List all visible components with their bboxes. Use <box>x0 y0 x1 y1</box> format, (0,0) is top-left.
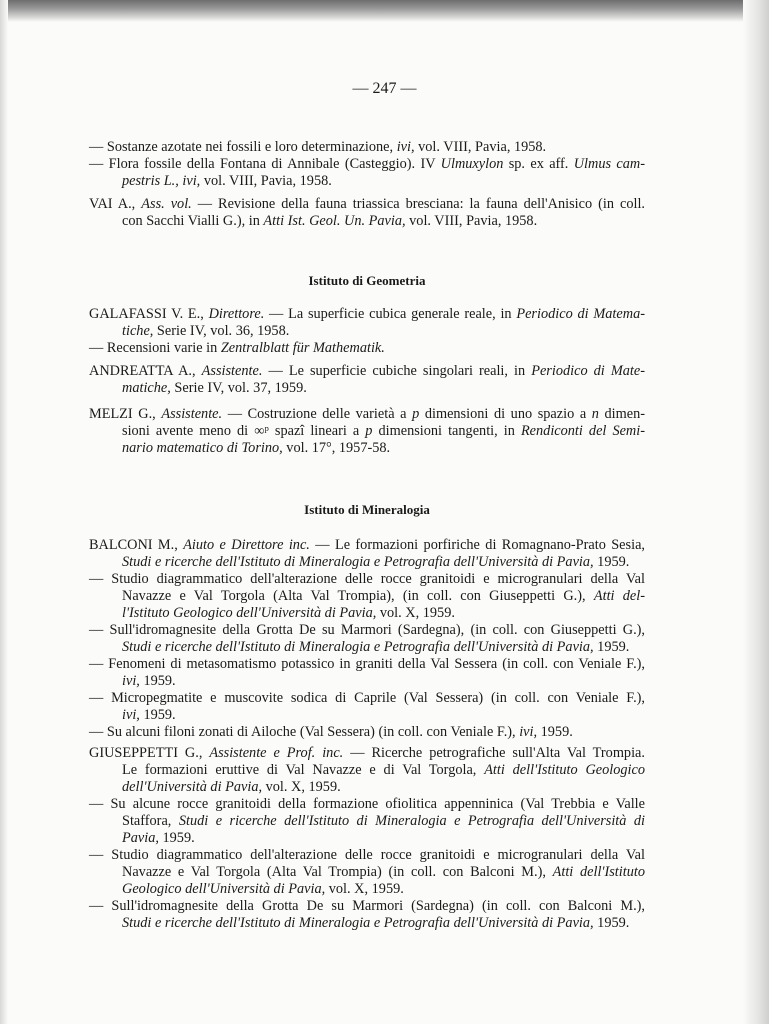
text: vol. VIII, Pavia, 1958. <box>414 139 547 155</box>
bibliography-continuation-line <box>122 440 390 456</box>
italic-text: Aiuto e Direttore inc. <box>183 537 310 553</box>
italic-text: Atti del- <box>593 588 645 604</box>
bibliography-entry-line <box>89 898 645 914</box>
text: VAI A., <box>89 196 142 212</box>
italic-text: n <box>591 406 599 422</box>
text: vol. 17°, 1957-58. <box>282 440 391 456</box>
bibliography-continuation-line <box>122 380 307 396</box>
text: Le formazioni eruttive di Val Navazze e di Val Torgola, <box>122 762 485 778</box>
bibliography-entry-line <box>89 406 645 422</box>
text: vol. X, 1959. <box>376 605 455 621</box>
section-heading: Istituto di Mineralogia <box>304 502 430 517</box>
italic-text: tiche, <box>122 323 154 339</box>
bibliography-entry-line <box>89 622 645 638</box>
text: 1959. <box>537 724 573 740</box>
bibliography-entry-line <box>89 571 645 587</box>
bibliography-entry-line <box>89 656 645 672</box>
italic-text: p <box>365 423 373 439</box>
bibliography-continuation-line <box>122 881 404 897</box>
text: 1959. <box>593 915 630 931</box>
text: dimensioni di uno spazio a <box>419 406 592 422</box>
text: Staffora, <box>122 813 179 829</box>
text: 1959. <box>139 673 176 689</box>
bibliography-entry-line <box>89 537 645 553</box>
text: GIUSEPPETTI G., <box>89 745 210 761</box>
text: — La superficie cubica generale reale, in <box>264 306 517 322</box>
italic-text: ivi, <box>122 673 140 689</box>
italic-text: Atti dell'Istituto <box>552 864 645 880</box>
bibliography-continuation-line <box>122 605 455 621</box>
bibliography-entry-line <box>89 363 645 379</box>
scan-edge-right <box>743 0 769 1024</box>
italic-text: Studi e ricerche dell'Istituto di Mineralogia e Petrografia dell'Università di Pavia, <box>122 554 594 570</box>
text: MELZI G., <box>89 406 162 422</box>
italic-text: Pavia, <box>122 830 159 846</box>
section-heading: Istituto di Geometria <box>308 273 426 288</box>
italic-text: pestris L., ivi, <box>122 173 201 189</box>
bibliography-entry-line <box>89 340 385 356</box>
bibliography-entry-line <box>89 724 573 740</box>
bibliography-continuation-line <box>122 830 195 846</box>
italic-text: ivi, <box>122 707 140 723</box>
text: 1959. <box>593 639 630 655</box>
text: sp. ex aff. <box>503 156 574 172</box>
text: con Sacchi Vialli G.), in <box>122 213 264 229</box>
italic-text: matiche, <box>122 380 171 396</box>
italic-text: Assistente. <box>161 406 223 422</box>
text: — Sull'idromagnesite della Grotta De su Marmori (Sardegna), (in coll. con Giuseppetti G.), <box>89 622 645 638</box>
bibliography-continuation-line <box>122 707 176 723</box>
text: — Sull'idromagnesite della Grotta De su Marmori (Sardegna) (in coll. con Balconi M.), <box>89 898 645 914</box>
italic-text: l'Istituto Geologico dell'Università di Pavia, <box>122 605 377 621</box>
text: GALAFASSI V. E., <box>89 306 209 322</box>
bibliography-continuation-line <box>122 639 629 655</box>
text: — Su alcuni filoni zonati di Ailoche (Val Sessera) (in coll. con Veniale F.), <box>89 724 520 740</box>
italic-text: nario matematico di Torino, <box>122 440 283 456</box>
bibliography-continuation-line <box>122 779 341 795</box>
text: — Flora fossile della Fontana di Annibale (Casteggio). IV <box>89 156 441 172</box>
text: ANDREATTA A., <box>89 363 202 379</box>
text: vol. VIII, Pavia, 1958. <box>200 173 332 189</box>
bibliography-continuation-line <box>122 323 289 339</box>
bibliography-entry-line <box>89 196 645 212</box>
italic-text: Ulmuxylon <box>440 156 504 172</box>
italic-text: Periodico di Matema- <box>516 306 645 322</box>
text: — Su alcune rocce granitoidi della formazione ofiolitica appenninica (Val Trebbia e Valle <box>89 796 645 812</box>
scan-shadow-top <box>0 0 769 22</box>
text: — Revisione della fauna triassica bresciana: la fauna dell'Anisico (in coll. <box>191 196 645 212</box>
text: dimen- <box>598 406 646 422</box>
bibliography-entry-line <box>89 745 645 761</box>
text: dimensioni tangenti, in <box>372 423 521 439</box>
bibliography-entry-line <box>89 139 546 155</box>
bibliography-continuation-line <box>122 423 645 439</box>
italic-text: p <box>412 406 420 422</box>
text: — Le superficie cubiche singolari reali, in <box>262 363 532 379</box>
text: — Costruzione delle varietà a <box>222 406 413 422</box>
text: 1959. <box>139 707 176 723</box>
text: — Studio diagrammatico dell'alterazione delle rocce granitoidi e microgranulari della Val <box>89 571 645 587</box>
bibliography-entry-line <box>89 847 645 863</box>
bibliography-continuation-line <box>122 588 645 604</box>
italic-text: ivi, <box>519 724 538 740</box>
bibliography-continuation-line <box>122 864 645 880</box>
italic-text: Atti Ist. Geol. Un. Pavia, <box>263 213 406 229</box>
text: Navazze e Val Torgola (Alta Val Trompia), (in coll. con Giuseppetti G.), <box>122 588 594 604</box>
bibliography-continuation-line <box>122 673 176 689</box>
text: vol. X, 1959. <box>262 779 341 795</box>
italic-text: Assistente e Prof. inc. <box>209 745 344 761</box>
text: — Micropegmatite e muscovite sodica di Caprile (Val Sessera) (in coll. con Veniale F.), <box>89 690 645 706</box>
bibliography-continuation-line <box>122 213 537 229</box>
italic-text: Rendiconti del Semi- <box>520 423 645 439</box>
text: vol. X, 1959. <box>325 881 404 897</box>
italic-text: Studi e ricerche dell'Istituto di Mineralogia e Petrografia dell'Università di <box>178 813 645 829</box>
text: Navazze e Val Torgola (Alta Val Trompia) (in coll. con Balconi M.), <box>122 864 553 880</box>
bibliography-entry-line <box>89 306 645 322</box>
bibliography-entry-line <box>89 796 645 812</box>
italic-text: Geologico dell'Università di Pavia, <box>122 881 326 897</box>
bibliography-continuation-line <box>122 173 332 189</box>
italic-text: Direttore. <box>208 306 265 322</box>
text: Serie IV, vol. 36, 1958. <box>153 323 290 339</box>
text: — Studio diagrammatico dell'alterazione delle rocce granitoidi e microgranulari della Val <box>89 847 645 863</box>
italic-text: Ass. vol. <box>141 196 192 212</box>
italic-text: Ulmus cam- <box>573 156 645 172</box>
text: Serie IV, vol. 37, 1959. <box>170 380 307 396</box>
text: vol. VIII, Pavia, 1958. <box>405 213 538 229</box>
italic-text: Zentralblatt für Mathematik. <box>220 340 385 356</box>
text: — Sostanze azotate nei fossili e loro determinazione, <box>89 139 397 155</box>
bibliography-continuation-line <box>122 554 629 570</box>
page-number: — 247 — <box>352 80 417 97</box>
text: 1959. <box>593 554 630 570</box>
text: 1959. <box>158 830 195 846</box>
italic-text: Periodico di Mate- <box>531 363 645 379</box>
bibliography-continuation-line <box>122 915 629 931</box>
text: BALCONI M., <box>89 537 184 553</box>
text: sioni avente meno di ∞ᵖ spazî lineari a <box>122 423 366 439</box>
italic-text: Atti dell'Istituto Geologico <box>484 762 645 778</box>
italic-text: Studi e ricerche dell'Istituto di Mineralogia e Petrografia dell'Università di Pavia, <box>122 915 594 931</box>
text: — Le formazioni porfiriche di Romagnano-Prato Sesia, <box>309 537 645 553</box>
bibliography-continuation-line <box>122 762 645 778</box>
italic-text: Assistente. <box>201 363 263 379</box>
italic-text: ivi, <box>396 139 415 155</box>
italic-text: dell'Università di Pavia, <box>122 779 263 795</box>
text: — Fenomeni di metasomatismo potassico in graniti della Val Sessera (in coll. con Veniale F.), <box>89 656 645 672</box>
italic-text: Studi e ricerche dell'Istituto di Mineralogia e Petrografia dell'Università di Pavia, <box>122 639 594 655</box>
text: — Recensioni varie in <box>89 340 221 356</box>
text: — Ricerche petrografiche sull'Alta Val Trompia. <box>343 745 645 761</box>
bibliography-entry-line <box>89 156 645 172</box>
bibliography-continuation-line <box>122 813 645 829</box>
bibliography-entry-line <box>89 690 645 706</box>
